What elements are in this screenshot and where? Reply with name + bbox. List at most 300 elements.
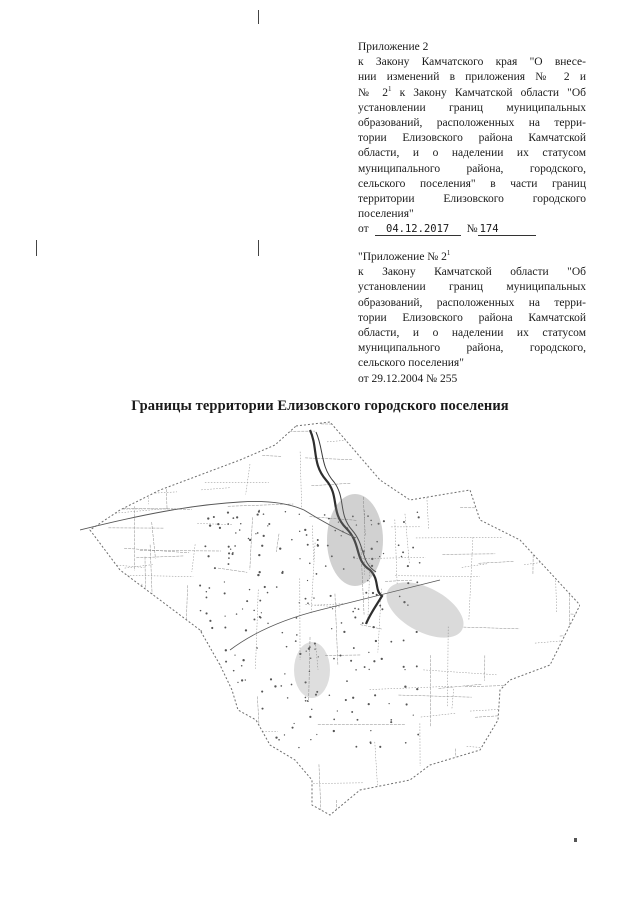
parcel-line [276, 534, 279, 552]
built-up-dot [383, 553, 384, 554]
built-up-dot [354, 608, 356, 610]
annex-1-header [358, 40, 586, 238]
built-up-dot [417, 511, 419, 513]
built-up-dot [370, 730, 371, 731]
parcel-line [460, 508, 527, 509]
built-up-dot [206, 591, 207, 592]
parcel-line [402, 814, 464, 817]
parcel-line [310, 783, 363, 784]
built-up-dot [307, 544, 309, 546]
built-up-dot [403, 666, 405, 668]
parcel-line [312, 526, 313, 562]
built-up-dot [305, 697, 307, 699]
built-up-dot [332, 608, 333, 609]
parcel-line [196, 731, 278, 732]
built-up-dot [329, 694, 331, 696]
built-up-dot [231, 553, 233, 555]
parcel-line [418, 806, 489, 811]
built-up-dot [267, 525, 268, 526]
built-up-dot [369, 669, 370, 670]
built-up-dot [224, 592, 226, 594]
parcel-line [561, 755, 563, 789]
built-up-dot [207, 663, 208, 664]
built-up-dot [316, 573, 318, 575]
parcel-line [463, 627, 519, 629]
annex-2-header [358, 250, 586, 387]
built-up-dot [279, 547, 281, 549]
parcel-line [395, 520, 397, 584]
parcel-line [164, 421, 167, 509]
document-date: 04.12.2017 [375, 223, 461, 236]
built-up-dot [285, 511, 286, 512]
built-up-dot [350, 660, 352, 662]
built-up-dot [204, 709, 206, 711]
parcel-line [262, 456, 281, 457]
parcel-line [385, 580, 413, 581]
parcel-line [118, 466, 140, 470]
parcel-line [144, 763, 147, 781]
annex-1-line: к Закону Камчатского края "О внесе- [358, 56, 586, 69]
built-up-dot [263, 535, 265, 537]
built-up-dot [381, 658, 383, 660]
parcel-line [395, 576, 479, 577]
built-up-dot [402, 551, 404, 553]
built-up-dot [257, 532, 259, 534]
parcel-line [201, 488, 231, 490]
built-up-dot [259, 571, 261, 573]
built-up-dot [355, 746, 357, 748]
built-up-dot [398, 544, 400, 546]
parcel-line [426, 476, 429, 529]
built-up-dot [331, 628, 332, 629]
built-up-dot [291, 539, 293, 541]
parcel-line [442, 554, 495, 555]
parcel-line [374, 449, 405, 452]
built-up-dot [368, 652, 369, 653]
parcel-line [89, 492, 177, 497]
parcel-line [455, 749, 459, 798]
parcel-line [528, 531, 557, 533]
parcel-line [421, 713, 456, 717]
parcel-line [130, 747, 133, 793]
parcel-line [192, 544, 195, 572]
built-up-dot [249, 539, 251, 541]
built-up-dot [240, 523, 241, 524]
parcel-line [310, 816, 315, 840]
built-up-dot [225, 661, 227, 663]
annex-1-line: области, и о наделении их статусом [358, 147, 586, 160]
built-up-dot [239, 714, 241, 716]
built-up-dot [417, 734, 419, 736]
annex-2-title: "Приложение № $2^1$ [358, 249, 451, 263]
built-up-dot [299, 531, 300, 532]
built-up-dot [270, 678, 272, 680]
built-up-dot [352, 697, 354, 699]
built-up-dot [357, 719, 359, 721]
built-up-dot [403, 640, 405, 642]
built-up-dot [346, 680, 348, 682]
built-up-dot [333, 730, 335, 732]
built-up-dot [245, 679, 246, 680]
parcel-line [121, 444, 160, 449]
parcel-line [558, 556, 580, 557]
parcel-line [200, 723, 203, 769]
built-up-dot [294, 723, 295, 724]
parcel-line [469, 537, 473, 619]
built-up-dot [413, 715, 414, 716]
built-up-dot [263, 513, 265, 515]
built-up-dot [406, 703, 408, 705]
built-up-dot [261, 691, 263, 693]
built-up-dot [291, 684, 293, 686]
built-up-dot [213, 516, 215, 518]
built-up-dot [280, 685, 282, 687]
built-up-dot [307, 602, 309, 604]
built-up-dot [219, 527, 221, 529]
parcel-line [319, 764, 323, 840]
built-up-dot [418, 516, 420, 518]
parcel-line [129, 727, 212, 728]
annex-2-line: сельского поселения" [358, 357, 464, 370]
parcel-line [311, 543, 315, 614]
built-up-dot [209, 620, 211, 622]
built-up-dot [261, 545, 263, 547]
built-up-dot [211, 627, 213, 629]
parcel-line [147, 425, 149, 504]
parcel-line [398, 695, 471, 697]
parcel-line [567, 495, 580, 498]
parcel-line [533, 469, 537, 534]
parcel-line [428, 429, 430, 450]
built-up-dot [268, 523, 270, 525]
built-up-dot [204, 746, 206, 748]
parcel-line [565, 455, 566, 478]
built-up-dot [228, 557, 230, 559]
parcel-line [416, 537, 503, 538]
parcel-line [409, 452, 443, 454]
built-up-dot [242, 659, 244, 661]
parcel-line [263, 769, 267, 796]
built-up-dot [339, 655, 341, 657]
built-up-dot [309, 716, 311, 718]
built-up-dot [264, 586, 266, 588]
built-up-dot [234, 739, 236, 741]
parcel-line [423, 670, 496, 675]
parcel-line [304, 786, 308, 837]
built-up-dot [295, 640, 297, 642]
built-up-dot [416, 688, 418, 690]
built-up-dot [233, 670, 235, 672]
parcel-line [459, 443, 497, 448]
annex-1-line: тории Елизовского района Камчатской [358, 132, 586, 145]
built-up-dot [255, 533, 256, 534]
parcel-line [452, 689, 454, 709]
parcel-line [191, 658, 193, 684]
built-up-dot [379, 746, 381, 748]
parcel-line [560, 633, 580, 636]
built-up-dot [306, 534, 308, 536]
built-up-dot [351, 711, 353, 713]
built-up-dot [258, 554, 260, 556]
settlement-cluster [327, 494, 383, 586]
built-up-dot [370, 743, 372, 745]
parcel-line [410, 782, 486, 785]
built-up-dot [225, 616, 226, 617]
built-up-dot [383, 520, 385, 522]
parcel-line [505, 431, 580, 434]
parcel-line [206, 669, 211, 717]
superscript: 1 [388, 84, 392, 93]
parcel-line [405, 514, 409, 565]
built-up-dot [313, 597, 314, 598]
built-up-dot [381, 608, 383, 610]
built-up-dot [343, 631, 345, 633]
annex-2-line: области, и о наделении их статусом [358, 327, 586, 340]
annex-1-line: установлении границ муниципальных [358, 101, 586, 114]
built-up-dot [253, 610, 255, 612]
built-up-dot [207, 682, 209, 684]
built-up-dot [307, 580, 308, 581]
built-up-dot [267, 623, 268, 624]
built-up-dot [260, 733, 262, 735]
annex-2-line: к Закону Камчатской области "Об [358, 266, 586, 279]
built-up-dot [286, 646, 288, 648]
parcel-line [530, 463, 564, 464]
built-up-dot [305, 700, 307, 702]
built-up-dot [317, 545, 319, 547]
built-up-dot [310, 739, 311, 740]
built-up-dot [241, 665, 243, 667]
parcel-line [131, 784, 174, 787]
parcel-line [163, 754, 165, 813]
built-up-dot [232, 517, 234, 519]
built-up-dot [228, 552, 230, 554]
parcel-line [360, 625, 382, 629]
annex-1-date-line [358, 222, 586, 237]
parcel-line [457, 808, 535, 809]
road-line [80, 501, 356, 538]
parcel-line [170, 779, 173, 833]
built-up-dot [226, 695, 228, 697]
built-up-dot [228, 546, 230, 548]
built-up-dot [298, 747, 299, 748]
parcel-line [535, 639, 580, 643]
built-up-dot [390, 721, 392, 723]
built-up-dot [354, 616, 356, 618]
built-up-dot [206, 597, 208, 599]
built-up-dot [333, 719, 335, 721]
built-up-dot [248, 728, 249, 729]
parcel-line [561, 676, 580, 677]
built-up-dot [267, 592, 269, 594]
parcel-line [255, 790, 258, 826]
built-up-dot [236, 613, 237, 614]
built-up-dot [281, 572, 283, 574]
parcel-line [123, 488, 159, 489]
built-up-dot [227, 563, 229, 565]
built-up-dot [275, 736, 277, 738]
built-up-dot [259, 616, 261, 618]
parcel-line [136, 556, 183, 558]
annex-2-line: тории Елизовского района Камчатской [358, 311, 586, 324]
built-up-dot [352, 611, 354, 613]
built-up-dot [207, 555, 209, 557]
built-up-dot [246, 600, 248, 602]
parcel-line [418, 489, 473, 491]
built-up-dot [234, 654, 235, 655]
parcel-line [94, 676, 130, 678]
built-up-dot [353, 647, 355, 649]
parcel-line [448, 627, 449, 707]
built-up-dot [404, 669, 405, 670]
parcel-line [305, 810, 310, 833]
built-up-dot [299, 602, 300, 603]
parcel-line [564, 795, 580, 797]
built-up-dot [239, 529, 241, 531]
built-up-dot [404, 686, 406, 688]
built-up-dot [287, 697, 289, 699]
parcel-line [126, 687, 128, 774]
boundary-map [80, 420, 580, 840]
built-up-dot [261, 612, 262, 613]
superscript: 1 [446, 249, 451, 258]
parcel-line [152, 522, 156, 558]
annex-2-line: муниципального района, городского, [358, 342, 586, 355]
parcel-line [257, 696, 261, 767]
built-up-dot [227, 512, 229, 514]
built-up-dot [355, 669, 356, 670]
built-up-dot [205, 612, 207, 614]
parcel-line [571, 614, 580, 618]
scan-speck [574, 838, 577, 842]
parcel-line [305, 458, 352, 460]
built-up-dot [364, 666, 366, 668]
scan-mark-center [258, 240, 259, 256]
built-up-dot [325, 565, 327, 567]
built-up-dot [412, 547, 414, 549]
built-up-dot [223, 676, 225, 678]
built-up-dot [388, 703, 389, 704]
built-up-dot [341, 622, 343, 624]
built-up-dot [365, 592, 367, 594]
parcel-line [223, 680, 225, 732]
parcel-line [126, 628, 183, 630]
parcel-line [80, 831, 82, 840]
parcel-line [140, 607, 141, 638]
parcel-line [117, 789, 119, 836]
parcel-line [532, 710, 533, 757]
annex-1-line: муниципального района, городского, [358, 162, 586, 175]
built-up-dot [379, 605, 381, 607]
settlement-cluster [378, 571, 473, 649]
built-up-dot [259, 600, 261, 602]
built-up-dot [407, 565, 409, 567]
built-up-dot [317, 539, 319, 541]
built-up-dot [419, 562, 421, 564]
built-up-dot [403, 521, 405, 523]
built-up-dot [226, 717, 228, 719]
built-up-dot [262, 708, 264, 710]
built-up-dot [236, 516, 238, 518]
parcel-line [153, 664, 157, 720]
built-up-dot [299, 514, 300, 515]
scan-mark-top [258, 10, 259, 24]
built-up-dot [375, 640, 377, 642]
built-up-dot [373, 626, 375, 628]
parcel-line [523, 818, 580, 821]
parcel-line [311, 483, 351, 486]
parcel-line [255, 590, 258, 669]
parcel-line [365, 804, 405, 805]
annex-1-line: № $2^1$ к Закону Камчатской области "Об [358, 84, 586, 99]
built-up-dot [299, 558, 300, 559]
built-up-dot [245, 629, 247, 631]
built-up-dot [238, 718, 240, 720]
built-up-dot [337, 710, 338, 711]
parcel-line [533, 753, 580, 756]
built-up-dot [372, 592, 374, 594]
parcel-line [127, 663, 181, 667]
built-up-dot [405, 742, 407, 744]
parcel-line [327, 437, 379, 441]
built-up-dot [227, 729, 229, 731]
built-up-dot [390, 641, 392, 643]
built-up-dot [241, 679, 243, 681]
parcel-line [132, 427, 204, 430]
built-up-dot [330, 595, 332, 597]
parcel-line [250, 517, 253, 569]
built-up-dot [230, 549, 231, 550]
built-up-dot [234, 545, 236, 547]
parcel-line [278, 787, 283, 840]
parcel-line [84, 736, 154, 738]
parcel-line [80, 625, 98, 626]
built-up-dot [416, 665, 418, 667]
built-up-dot [282, 632, 284, 634]
built-up-dot [311, 709, 312, 710]
number-sign: № [466, 223, 478, 236]
built-up-dot [207, 517, 209, 519]
built-up-dot [249, 589, 250, 590]
built-up-dot [304, 529, 306, 531]
built-up-dot [204, 545, 206, 547]
built-up-dot [237, 682, 238, 683]
built-up-dot [333, 658, 335, 660]
built-up-dot [208, 587, 210, 589]
built-up-dot [225, 683, 227, 685]
parcel-line [130, 807, 131, 840]
built-up-dot [401, 556, 403, 558]
annex-2-line: установлении границ муниципальных [358, 281, 586, 294]
built-up-dot [225, 649, 227, 651]
built-up-dot [390, 719, 392, 721]
parcel-line [540, 822, 580, 824]
parcel-line [133, 447, 137, 482]
parcel-line [80, 571, 84, 620]
built-up-dot [214, 567, 216, 569]
annex-2-date-line: от 29.12.2004 № 255 [358, 372, 458, 385]
built-up-dot [368, 703, 370, 705]
built-up-dot [262, 736, 264, 738]
built-up-dot [200, 630, 202, 632]
built-up-dot [224, 627, 226, 629]
built-up-dot [284, 673, 285, 674]
built-up-dot [292, 727, 294, 729]
built-up-dot [200, 610, 202, 612]
built-up-dot [201, 653, 203, 655]
parcel-line [479, 561, 514, 563]
parcel-line [462, 564, 489, 568]
